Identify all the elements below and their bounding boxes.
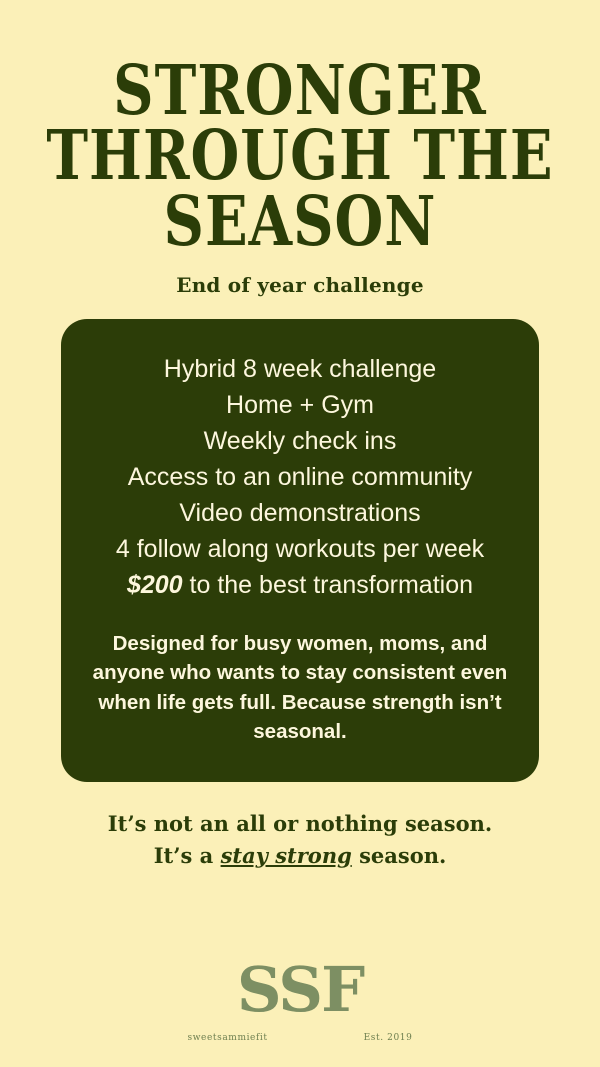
offer-card — [61, 319, 539, 782]
prize-item — [85, 567, 515, 603]
closing-line-2 — [0, 840, 600, 872]
list-item: Access to an online community — [127, 462, 473, 491]
closing-prefix: It’s a — [153, 842, 221, 868]
headline-line-3: SEASON — [163, 181, 437, 262]
list-item: Hybrid 8 week challenge — [163, 354, 437, 383]
page-title — [0, 0, 600, 262]
prize-amount: $200 — [126, 570, 183, 599]
closing-line-1: It’s not an all or nothing season. — [107, 811, 493, 837]
list-item: 4 follow along workouts per week — [115, 534, 485, 563]
closing-emphasis: stay strong — [220, 842, 352, 868]
closing-suffix: season. — [351, 842, 447, 868]
brand-handle: sweetsammiefit — [187, 1033, 268, 1043]
closing-text — [0, 808, 600, 871]
brand-logo: SSF — [236, 953, 364, 1026]
list-item: Home + Gym — [226, 390, 374, 419]
offer-list — [85, 351, 515, 603]
list-item: Weekly check ins — [203, 426, 397, 455]
footer-meta — [0, 1033, 600, 1043]
subheading: End of year challenge — [176, 272, 424, 297]
established-label: Est. 2019 — [363, 1033, 413, 1043]
headline-line-2: THROUGH THE — [46, 115, 554, 197]
prize-description: to the best transformation — [182, 570, 474, 599]
footer — [0, 953, 600, 1043]
list-item: Video demonstrations — [179, 498, 421, 527]
headline-line-1: STRONGER — [113, 50, 487, 132]
offer-description: Designed for busy women, moms, and anyone who wants to stay consistent even when life gets full. Because strength isn’t seasonal. — [92, 631, 508, 743]
